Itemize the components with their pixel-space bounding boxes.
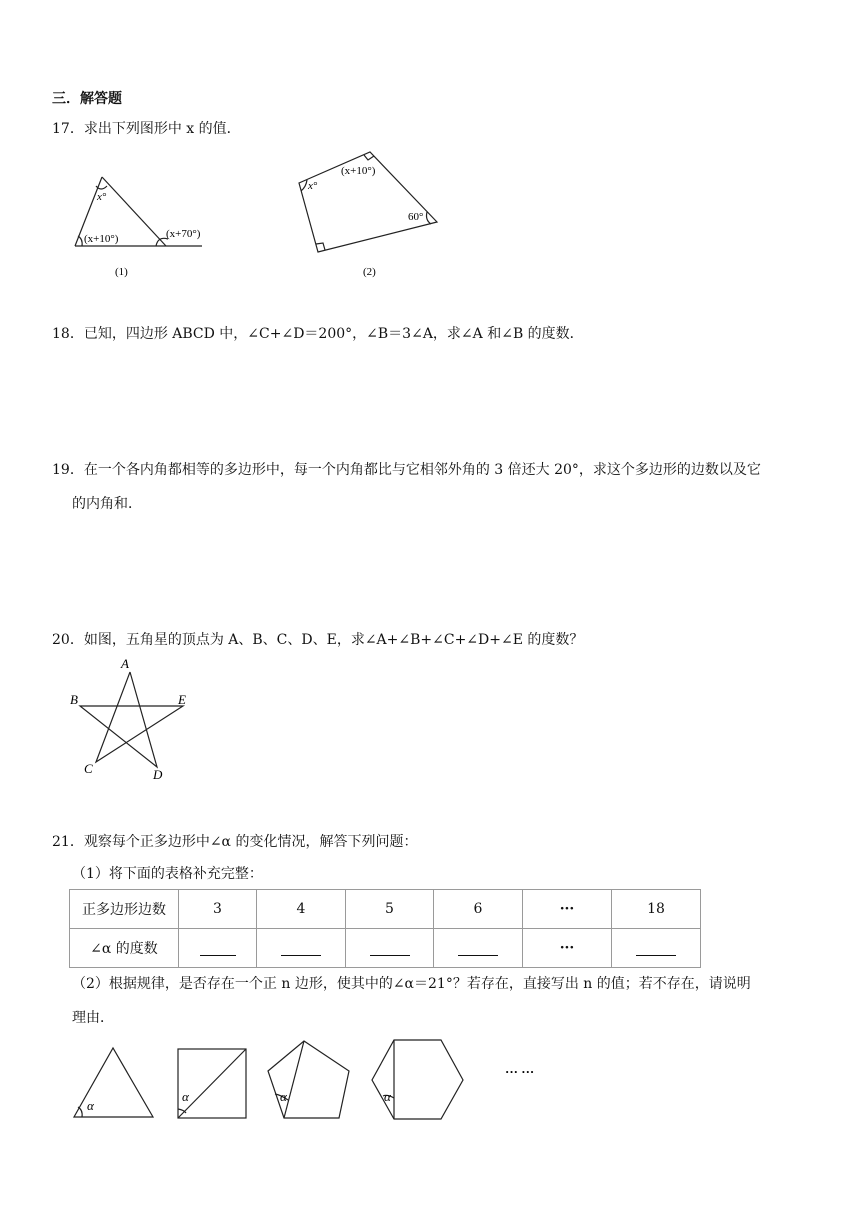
question-19-line2: 的内角和． xyxy=(72,496,142,512)
fig1-right-label: (x+70°) xyxy=(166,228,201,240)
polygon-angle-table xyxy=(69,889,701,968)
table-row xyxy=(70,890,701,929)
alpha-label-hexagon: α xyxy=(384,1089,391,1104)
question-17: 17．求出下列图形中 x 的值． xyxy=(52,121,241,137)
answer-blank[interactable] xyxy=(257,929,346,968)
table-header-angle: ∠α 的度数 xyxy=(70,929,179,968)
fig1-left-label: (x+10°) xyxy=(84,233,119,245)
pentagram-figure xyxy=(80,672,183,767)
section-title: 三．解答题 xyxy=(52,91,122,107)
fig1-top-label: x° xyxy=(97,191,107,203)
question-21: 21．观察每个正多边形中∠α 的变化情况，解答下列问题： xyxy=(52,834,418,850)
table-row xyxy=(70,929,701,968)
fig2-left-label: x° xyxy=(308,180,318,192)
fig2-right-label: 60° xyxy=(408,211,424,223)
answer-blank[interactable] xyxy=(612,929,701,968)
star-vertex-E: E xyxy=(178,692,186,707)
question-21-part1: （1）将下面的表格补充完整： xyxy=(72,866,263,882)
alpha-label-triangle: α xyxy=(87,1098,94,1113)
star-vertex-A: A xyxy=(121,656,129,671)
polygons-ellipsis: ··· ··· xyxy=(505,1064,535,1079)
question-21-part2-line2: 理由． xyxy=(72,1010,114,1026)
table-cell: ··· xyxy=(523,929,612,968)
table-cell: 6 xyxy=(434,890,523,929)
table-cell: 5 xyxy=(346,890,434,929)
fig2-top-label: (x+10°) xyxy=(341,165,376,177)
alpha-label-pentagon: α xyxy=(280,1089,287,1104)
table-cell: ··· xyxy=(523,890,612,929)
fig1-caption: (1) xyxy=(115,266,128,278)
question-20: 20．如图，五角星的顶点为 A、B、C、D、E，求∠A+∠B+∠C+∠D+∠E 的度数？ xyxy=(52,632,584,648)
regular-polygons-figure xyxy=(74,1040,463,1119)
star-vertex-C: C xyxy=(84,761,93,776)
answer-blank[interactable] xyxy=(434,929,523,968)
alpha-label-square: α xyxy=(182,1089,189,1104)
star-vertex-D: D xyxy=(153,767,163,782)
question-18: 18．已知，四边形 ABCD 中，∠C+∠D＝200°，∠B＝3∠A，求∠A 和∠B 的度数． xyxy=(52,326,584,342)
question-19-line1: 19．在一个各内角都相等的多边形中，每一个内角都比与它相邻外角的 3 倍还大 20°，求这个多边形的边数以及它 xyxy=(52,462,761,478)
answer-blank[interactable] xyxy=(346,929,434,968)
table-cell: 4 xyxy=(257,890,346,929)
star-vertex-B: B xyxy=(70,692,78,707)
table-cell: 18 xyxy=(612,890,701,929)
table-cell: 3 xyxy=(179,890,257,929)
fig2-caption: (2) xyxy=(363,266,376,278)
question-21-part2-line1: （2）根据规律，是否存在一个正 n 边形，使其中的∠α＝21°？若存在，直接写出 n 的值；若不存在，请说明 xyxy=(72,976,751,992)
answer-blank[interactable] xyxy=(179,929,257,968)
table-header-sides: 正多边形边数 xyxy=(70,890,179,929)
